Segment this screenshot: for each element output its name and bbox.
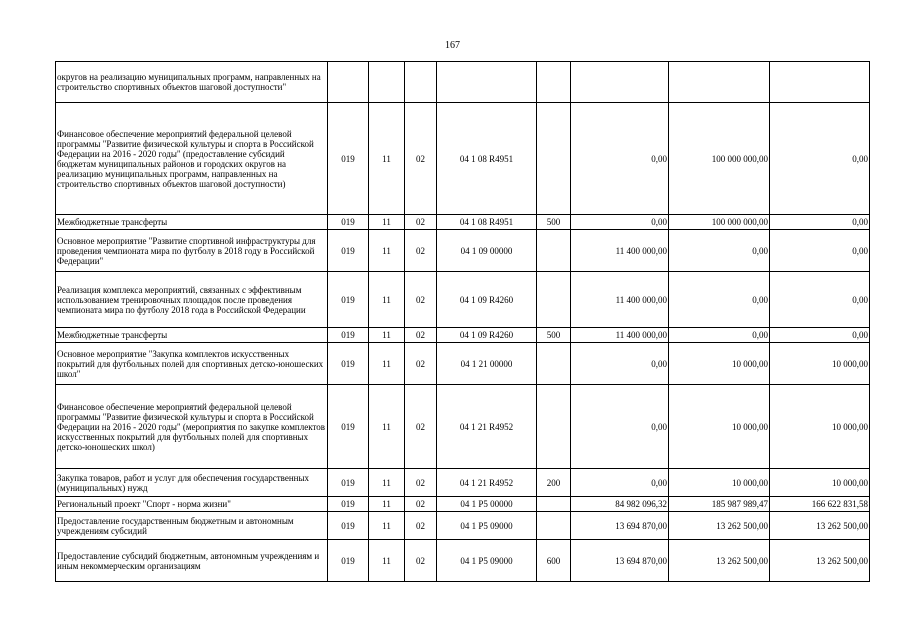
razdel-code: 11 bbox=[369, 215, 405, 230]
amount-1: 11 400 000,00 bbox=[571, 272, 669, 328]
amount-2: 13 262 500,00 bbox=[669, 540, 770, 582]
expense-type-code: 600 bbox=[537, 540, 571, 582]
target-article-code: 04 1 21 R4952 bbox=[437, 385, 537, 469]
item-name: Предоставление субсидий бюджетным, автономным учреждениям и иным некоммерческим организациям bbox=[56, 540, 328, 582]
gr-code: 019 bbox=[328, 215, 369, 230]
table-row bbox=[56, 62, 870, 103]
razdel-code: 11 bbox=[369, 385, 405, 469]
gr-code: 019 bbox=[328, 230, 369, 272]
amount-3: 0,00 bbox=[770, 215, 870, 230]
amount-1 bbox=[571, 62, 669, 103]
razdel-code: 11 bbox=[369, 469, 405, 497]
podrazdel-code: 02 bbox=[405, 103, 437, 215]
amount-3: 0,00 bbox=[770, 103, 870, 215]
item-name: Основное мероприятие "Развитие спортивной инфраструктуры для проведения чемпионата мира по футболу в 2018 году в Российской Федерации" bbox=[56, 230, 328, 272]
razdel-code: 11 bbox=[369, 540, 405, 582]
podrazdel-code: 02 bbox=[405, 272, 437, 328]
expense-type-code bbox=[537, 512, 571, 540]
target-article-code: 04 1 P5 00000 bbox=[437, 497, 537, 512]
podrazdel-code: 02 bbox=[405, 497, 437, 512]
expense-type-code: 200 bbox=[537, 469, 571, 497]
amount-1: 84 982 096,32 bbox=[571, 497, 669, 512]
amount-2: 10 000,00 bbox=[669, 343, 770, 385]
gr-code: 019 bbox=[328, 469, 369, 497]
amount-3: 0,00 bbox=[770, 328, 870, 343]
amount-2: 100 000 000,00 bbox=[669, 103, 770, 215]
gr-code: 019 bbox=[328, 385, 369, 469]
table-row bbox=[56, 272, 870, 328]
target-article-code: 04 1 09 R4260 bbox=[437, 272, 537, 328]
gr-code: 019 bbox=[328, 540, 369, 582]
gr-code: 019 bbox=[328, 328, 369, 343]
table-row bbox=[56, 343, 870, 385]
budget-table bbox=[55, 61, 870, 582]
amount-2: 0,00 bbox=[669, 328, 770, 343]
expense-type-code bbox=[537, 272, 571, 328]
table-body bbox=[56, 62, 870, 582]
target-article-code: 04 1 09 00000 bbox=[437, 230, 537, 272]
amount-2: 0,00 bbox=[669, 272, 770, 328]
amount-3: 0,00 bbox=[770, 230, 870, 272]
gr-code: 019 bbox=[328, 343, 369, 385]
amount-1: 0,00 bbox=[571, 343, 669, 385]
razdel-code: 11 bbox=[369, 230, 405, 272]
amount-3 bbox=[770, 62, 870, 103]
amount-3: 10 000,00 bbox=[770, 343, 870, 385]
item-name: Реализация комплекса мероприятий, связанных с эффективным использованием тренировочных площадок после проведения чемпионата мира по футболу 2018 года в Российской Федерации bbox=[56, 272, 328, 328]
amount-3: 13 262 500,00 bbox=[770, 540, 870, 582]
item-name: Основное мероприятие "Закупка комплектов искусственных покрытий для футбольных полей для спортивных детско-юношеских школ" bbox=[56, 343, 328, 385]
razdel-code: 11 bbox=[369, 103, 405, 215]
table-row bbox=[56, 512, 870, 540]
podrazdel-code: 02 bbox=[405, 540, 437, 582]
podrazdel-code: 02 bbox=[405, 469, 437, 497]
target-article-code: 04 1 P5 09000 bbox=[437, 540, 537, 582]
amount-1: 0,00 bbox=[571, 385, 669, 469]
amount-2: 10 000,00 bbox=[669, 385, 770, 469]
razdel-code: 11 bbox=[369, 512, 405, 540]
gr-code bbox=[328, 62, 369, 103]
podrazdel-code: 02 bbox=[405, 512, 437, 540]
expense-type-code bbox=[537, 385, 571, 469]
amount-1: 0,00 bbox=[571, 469, 669, 497]
expense-type-code bbox=[537, 230, 571, 272]
target-article-code: 04 1 21 00000 bbox=[437, 343, 537, 385]
amount-3: 10 000,00 bbox=[770, 385, 870, 469]
amount-1: 11 400 000,00 bbox=[571, 230, 669, 272]
amount-1: 0,00 bbox=[571, 103, 669, 215]
amount-1: 13 694 870,00 bbox=[571, 540, 669, 582]
podrazdel-code: 02 bbox=[405, 385, 437, 469]
target-article-code bbox=[437, 62, 537, 103]
amount-3: 166 622 831,58 bbox=[770, 497, 870, 512]
expense-type-code bbox=[537, 343, 571, 385]
amount-3: 13 262 500,00 bbox=[770, 512, 870, 540]
podrazdel-code: 02 bbox=[405, 343, 437, 385]
expense-type-code bbox=[537, 103, 571, 215]
expense-type-code bbox=[537, 62, 571, 103]
amount-1: 0,00 bbox=[571, 215, 669, 230]
expense-type-code: 500 bbox=[537, 328, 571, 343]
podrazdel-code bbox=[405, 62, 437, 103]
amount-2: 100 000 000,00 bbox=[669, 215, 770, 230]
table-row bbox=[56, 230, 870, 272]
amount-2: 10 000,00 bbox=[669, 469, 770, 497]
razdel-code: 11 bbox=[369, 343, 405, 385]
gr-code: 019 bbox=[328, 272, 369, 328]
expense-type-code: 500 bbox=[537, 215, 571, 230]
razdel-code bbox=[369, 62, 405, 103]
podrazdel-code: 02 bbox=[405, 328, 437, 343]
target-article-code: 04 1 P5 09000 bbox=[437, 512, 537, 540]
target-article-code: 04 1 08 R4951 bbox=[437, 215, 537, 230]
table-row bbox=[56, 215, 870, 230]
amount-2: 13 262 500,00 bbox=[669, 512, 770, 540]
item-name: Финансовое обеспечение мероприятий федеральной целевой программы "Развитие физической культуры и спорта в Российской Федерации на 2016 - 2020 годы" (мероприятия по закупке комплектов искусственных покрытий для футбольных полей для спортивных детско-юношеских школ) bbox=[56, 385, 328, 469]
razdel-code: 11 bbox=[369, 497, 405, 512]
podrazdel-code: 02 bbox=[405, 215, 437, 230]
podrazdel-code: 02 bbox=[405, 230, 437, 272]
table-row bbox=[56, 469, 870, 497]
target-article-code: 04 1 09 R4260 bbox=[437, 328, 537, 343]
gr-code: 019 bbox=[328, 497, 369, 512]
amount-1: 13 694 870,00 bbox=[571, 512, 669, 540]
item-name: Закупка товаров, работ и услуг для обеспечения государственных (муниципальных) нужд bbox=[56, 469, 328, 497]
amount-2 bbox=[669, 62, 770, 103]
amount-3: 10 000,00 bbox=[770, 469, 870, 497]
razdel-code: 11 bbox=[369, 328, 405, 343]
item-name: округов на реализацию муниципальных программ, направленных на строительство спортивных объектов шаговой доступности" bbox=[56, 62, 328, 103]
table-row bbox=[56, 540, 870, 582]
razdel-code: 11 bbox=[369, 272, 405, 328]
table-row bbox=[56, 328, 870, 343]
amount-1: 11 400 000,00 bbox=[571, 328, 669, 343]
target-article-code: 04 1 21 R4952 bbox=[437, 469, 537, 497]
amount-2: 185 987 989,47 bbox=[669, 497, 770, 512]
item-name: Финансовое обеспечение мероприятий федеральной целевой программы "Развитие физической культуры и спорта в Российской Федерации на 2016 - 2020 годы" (предоставление субсидий бюджетам муниципальных районов и городских округов на реализацию муниципальных программ, направленных на строительство спортивных объектов шаговой доступности) bbox=[56, 103, 328, 215]
amount-3: 0,00 bbox=[770, 272, 870, 328]
expense-type-code bbox=[537, 497, 571, 512]
amount-2: 0,00 bbox=[669, 230, 770, 272]
item-name: Межбюджетные трансферты bbox=[56, 215, 328, 230]
item-name: Межбюджетные трансферты bbox=[56, 328, 328, 343]
target-article-code: 04 1 08 R4951 bbox=[437, 103, 537, 215]
table-row bbox=[56, 385, 870, 469]
gr-code: 019 bbox=[328, 512, 369, 540]
page-number: 167 bbox=[445, 40, 460, 51]
item-name: Региональный проект "Спорт - норма жизни" bbox=[56, 497, 328, 512]
gr-code: 019 bbox=[328, 103, 369, 215]
table-row bbox=[56, 497, 870, 512]
table-row bbox=[56, 103, 870, 215]
item-name: Предоставление государственным бюджетным и автономным учреждениям субсидий bbox=[56, 512, 328, 540]
